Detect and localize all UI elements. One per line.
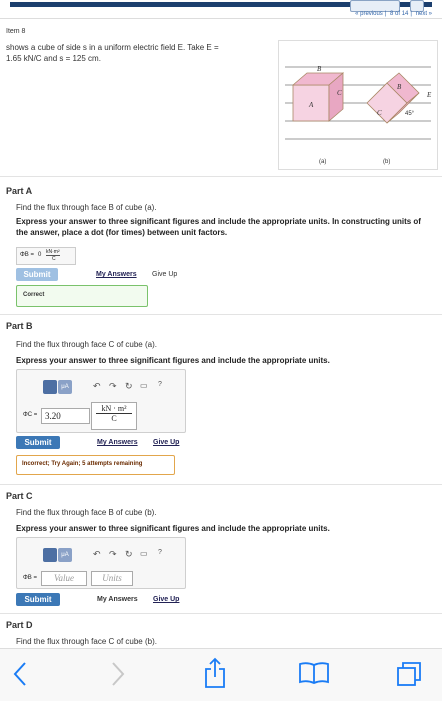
face-c-label: C — [337, 89, 342, 97]
part-a-submit-button[interactable]: Submit — [16, 268, 58, 281]
help-icon[interactable]: ? — [158, 381, 162, 388]
part-a-symbol: ΦB = — [20, 252, 34, 258]
part-b-feedback — [16, 455, 175, 475]
redo-icon[interactable]: ↷ — [109, 549, 117, 559]
part-d-prompt: Find the flux through face C of cube (b). — [16, 637, 157, 646]
reset-icon[interactable]: ↻ — [125, 381, 133, 391]
next-link[interactable]: next » — [415, 11, 432, 17]
forward-chevron-icon[interactable] — [110, 661, 126, 687]
item-position: 8 of 14 — [390, 11, 409, 17]
part-a-give-up: Give Up — [152, 271, 178, 278]
tabs-icon[interactable] — [396, 661, 422, 687]
part-c-answer-box — [16, 537, 186, 589]
part-c-give-up-link[interactable]: Give Up — [153, 596, 180, 603]
part-a-unit-num: kN·m² — [46, 249, 60, 255]
face-a-label: A — [309, 101, 314, 109]
reset-icon[interactable]: ↻ — [125, 549, 133, 559]
part-a-feedback — [16, 285, 148, 307]
part-b-value-input[interactable]: 3.20 — [41, 408, 90, 424]
units-button[interactable]: μA — [58, 380, 72, 394]
share-icon[interactable] — [204, 657, 226, 689]
help-icon[interactable]: ? — [158, 549, 162, 556]
undo-icon[interactable]: ↶ — [93, 549, 101, 559]
part-a-value: 0 — [38, 252, 42, 258]
part-b-units-input[interactable]: kN · m² C — [91, 402, 137, 430]
part-a-unit-den: C — [52, 256, 56, 262]
part-c-submit-button[interactable]: Submit — [16, 593, 60, 606]
back-chevron-icon[interactable] — [12, 661, 28, 687]
part-b-prompt: Find the flux through face C of cube (a). — [16, 340, 157, 349]
part-d-label: Part D — [6, 620, 33, 630]
figure-b-caption: (b) — [383, 159, 391, 165]
angle-label: 45° — [405, 111, 415, 117]
part-c-label: Part C — [6, 491, 33, 501]
part-c-value-input[interactable]: Value — [41, 571, 87, 586]
part-b-my-answers-link[interactable]: My Answers — [97, 439, 138, 446]
redo-icon[interactable]: ↷ — [109, 381, 117, 391]
divider — [0, 484, 442, 485]
part-a-prompt: Find the flux through face B of cube (a). — [16, 203, 157, 212]
item-navigation: « previous | 8 of 14 | next » — [355, 11, 432, 17]
templates-icon[interactable] — [43, 548, 57, 562]
bookmarks-icon[interactable] — [298, 661, 330, 685]
part-b-label: Part B — [6, 321, 33, 331]
part-a-instructions: Express your answer to three significant figures and include the appropriate units. In constructing units of the answer, place a dot (for times) between unit factors. — [16, 217, 421, 237]
face-b2-label: B — [397, 83, 402, 91]
keyboard-icon[interactable]: ▭ — [140, 381, 148, 390]
units-button[interactable]: μA — [58, 548, 72, 562]
part-b-answer-box — [16, 369, 186, 433]
part-b-symbol: ΦC = — [23, 412, 38, 418]
templates-icon[interactable] — [43, 380, 57, 394]
figure-a-caption: (a) — [319, 159, 327, 165]
divider — [0, 613, 442, 614]
part-b-submit-button[interactable]: Submit — [16, 436, 60, 449]
cube-figure — [278, 40, 438, 170]
item-title: Item 8 — [6, 28, 26, 35]
problem-intro: shows a cube of side s in a uniform electric field E. Take E = 1.65 kN/C and s = 125 cm. — [6, 43, 219, 63]
part-a-label: Part A — [6, 186, 33, 196]
divider — [0, 176, 442, 177]
cube-diagram — [279, 41, 437, 169]
part-b-feedback-text: Incorrect; Try Again; 5 attempts remaining — [22, 461, 143, 467]
keyboard-icon[interactable]: ▭ — [140, 549, 148, 558]
part-c-prompt: Find the flux through face B of cube (b). — [16, 508, 157, 517]
undo-icon[interactable]: ↶ — [93, 381, 101, 391]
face-b-label: B — [317, 65, 322, 73]
previous-link[interactable]: « previous — [355, 11, 383, 17]
browser-toolbar — [0, 648, 442, 701]
part-c-units-input[interactable]: Units — [91, 571, 133, 586]
part-b-give-up-link[interactable]: Give Up — [153, 439, 180, 446]
divider — [0, 314, 442, 315]
part-a-answer — [16, 247, 76, 265]
face-c2-label: C — [377, 109, 382, 117]
part-a-my-answers-link[interactable]: My Answers — [96, 271, 137, 278]
part-a-feedback-text: Correct — [23, 292, 45, 298]
part-b-instructions: Express your answer to three significant figures and include the appropriate units. — [16, 356, 330, 365]
part-c-symbol: ΦB = — [23, 575, 37, 581]
field-label: E — [427, 91, 432, 99]
part-c-my-answers: My Answers — [97, 596, 138, 603]
part-c-instructions: Express your answer to three significant figures and include the appropriate units. — [16, 524, 330, 533]
